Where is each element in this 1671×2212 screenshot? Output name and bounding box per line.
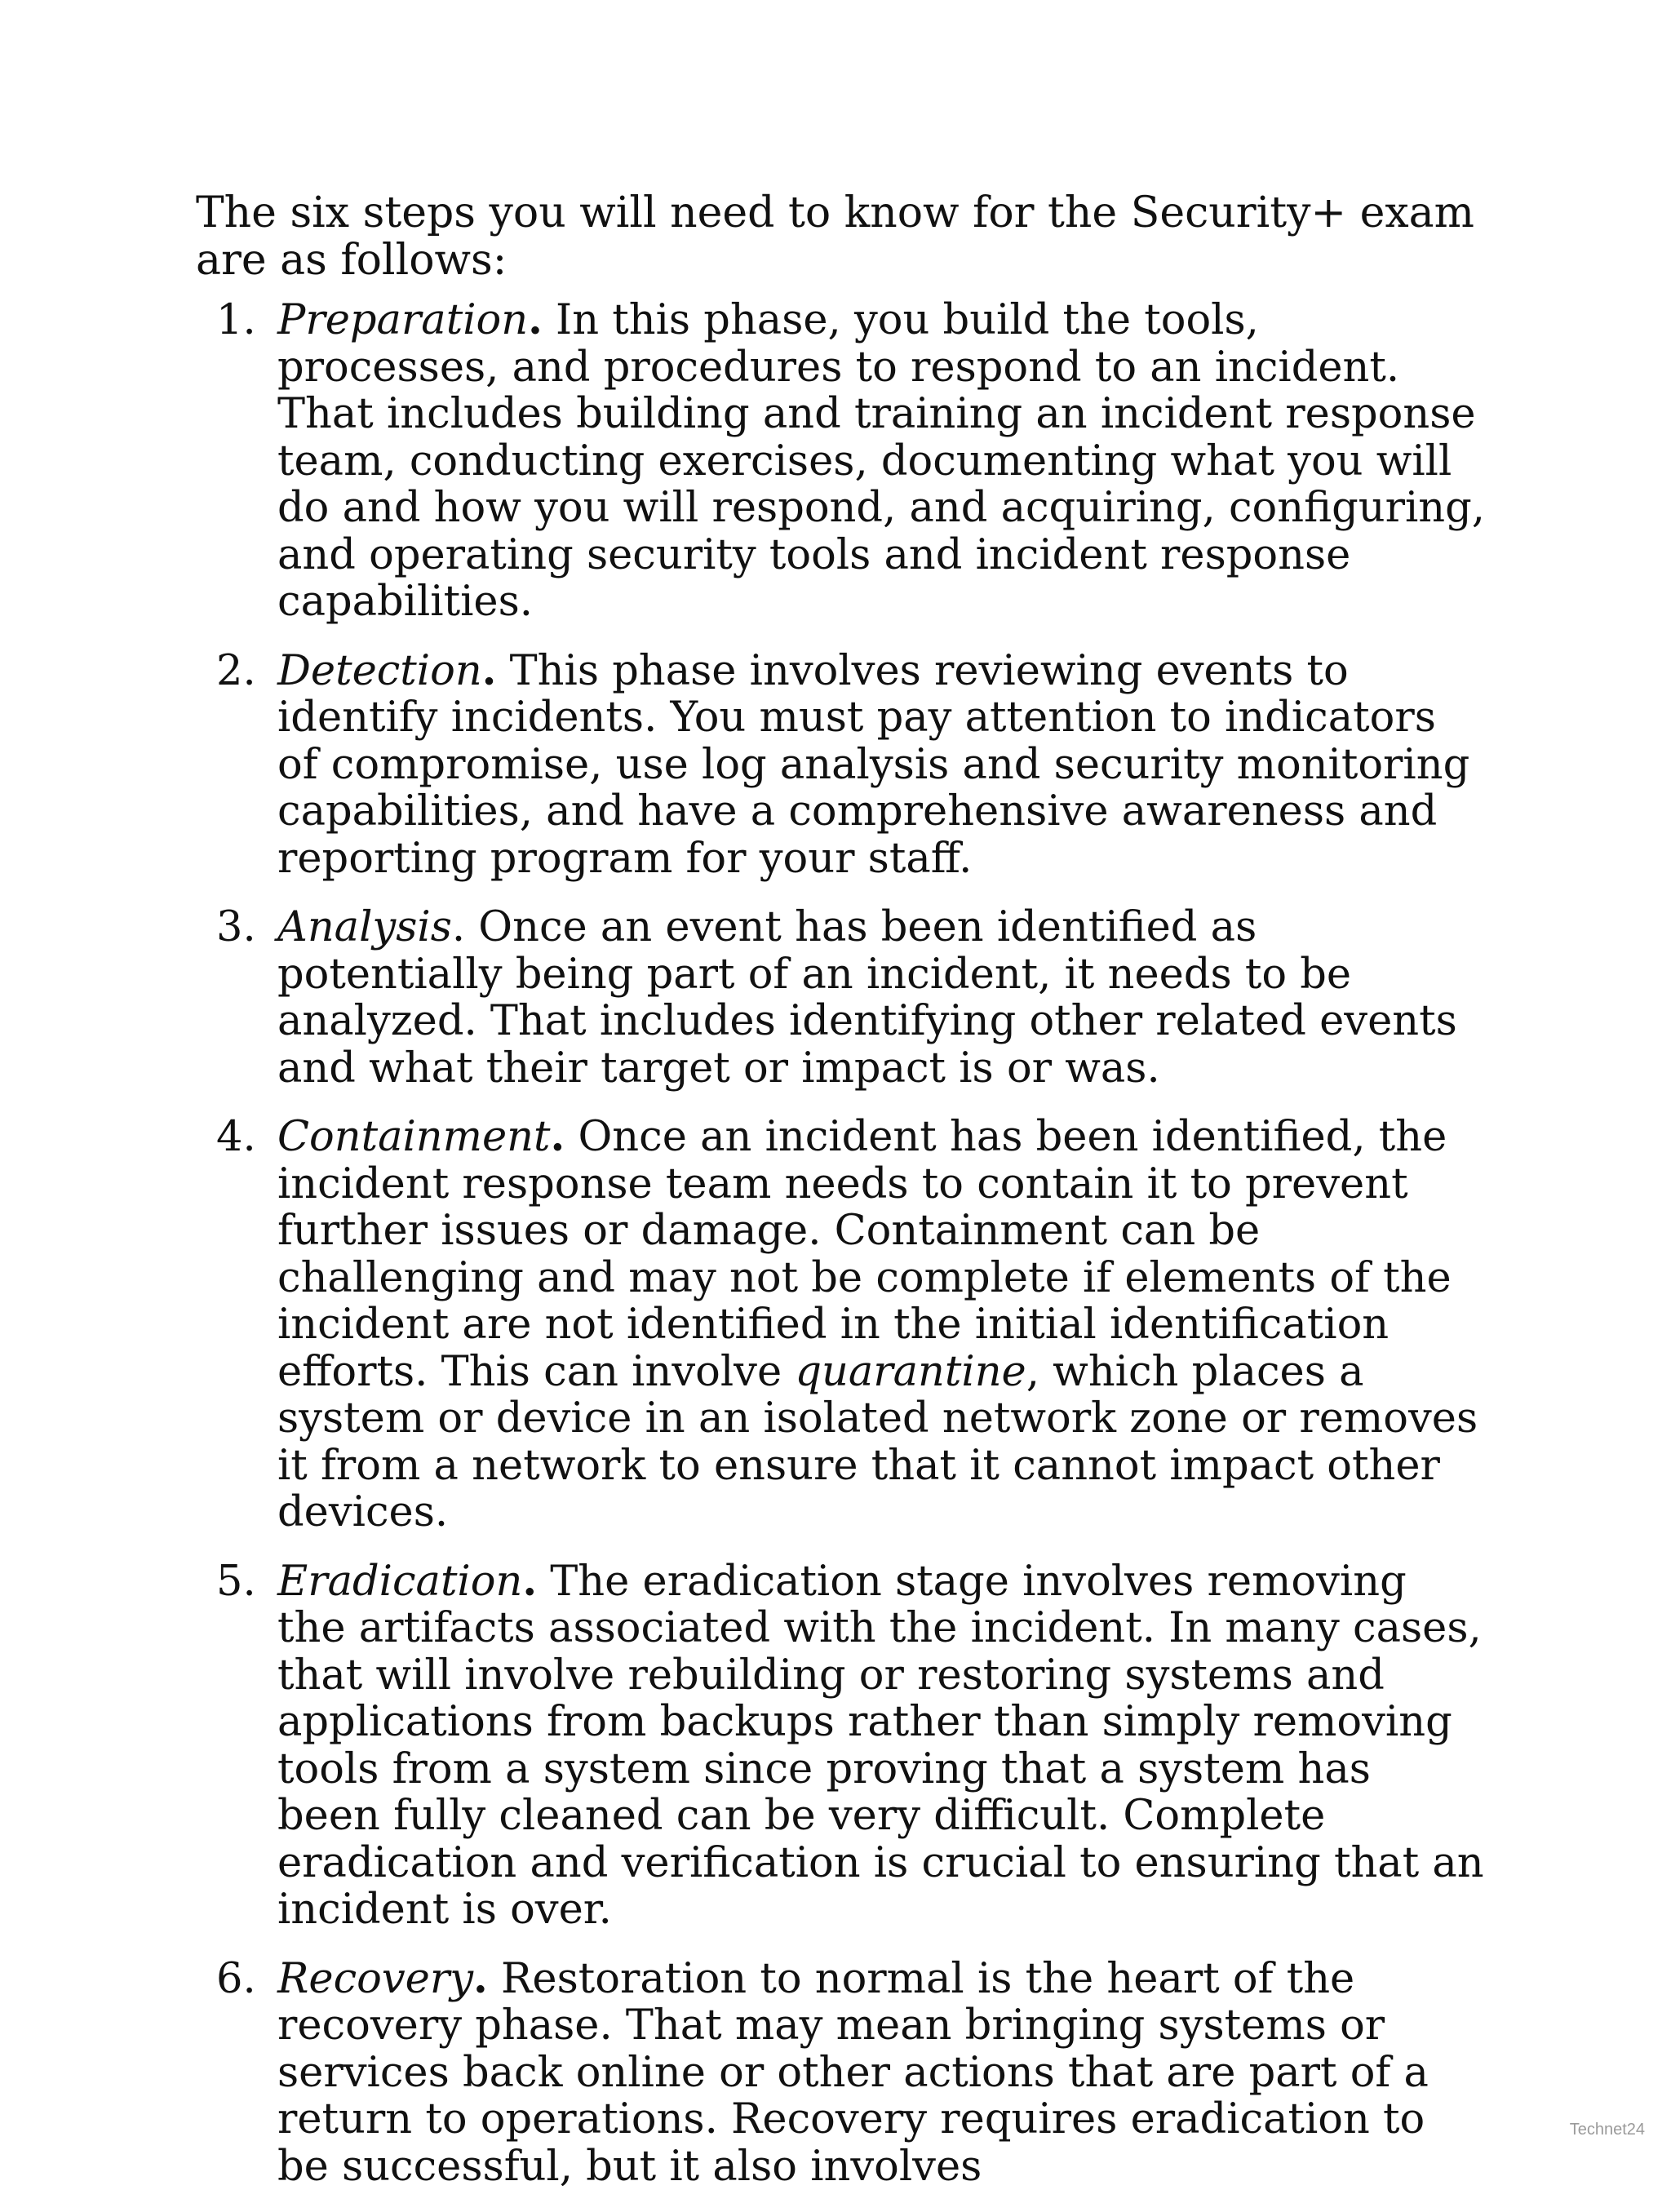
list-number: 6. [216, 1954, 256, 2003]
step-description: In this phase, you build the tools, processes, and procedures to respond to an incident. That includes building and training an incident response team, conducting exercises, documenting what you will do and how you will respond, and acquiring, configuring, and operating security tools and incident response capabilities. [277, 296, 1485, 626]
watermark-label: Technet24 [1569, 2121, 1645, 2139]
list-number: 5. [216, 1557, 256, 1606]
step-term: Eradication [277, 1557, 523, 1606]
list-item-containment [196, 1114, 1485, 1536]
step-description-continued: , which places a system or device in an isolated network zone or removes it from a network to ensure that it cannot impact other devices. [277, 1347, 1478, 1536]
list-item-preparation [196, 297, 1485, 626]
step-description: This phase involves reviewing events to identify incidents. You must pay attention to indicators of compromise, use log analysis and security monitoring capabilities, and have a comprehensive awareness and reporting program for your staff. [277, 646, 1470, 883]
list-number: 2. [216, 646, 256, 695]
step-term-period: . [473, 1953, 488, 2003]
list-item-eradication [196, 1558, 1485, 1934]
step-term-period: . [451, 903, 466, 951]
step-term: Recovery [277, 1954, 474, 2003]
step-term-period: . [522, 1556, 538, 1606]
emphasis-quarantine: quarantine [795, 1347, 1026, 1396]
list-number: 3. [216, 903, 256, 951]
step-term-period: . [528, 295, 543, 344]
step-description: Once an incident has been identified, the incident response team needs to contain it to prevent further issues or damage. Containment can be challenging and may not be complete if elements of the incident are not identified in the initial identification efforts. This can involve [277, 1113, 1452, 1396]
list-item-recovery [196, 1953, 1485, 2191]
step-description: Once an event has been identified as potentially being part of an incident, it needs to be analyzed. That includes identifying other related events and what their target or impact is or was. [277, 903, 1457, 1093]
list-item-detection [196, 645, 1485, 883]
step-term: Containment [277, 1113, 551, 1161]
intro-paragraph: The six steps you will need to know for the Security+ exam are as follows: [196, 188, 1474, 285]
step-term: Analysis [277, 903, 452, 951]
step-description: The eradication stage involves removing the artifacts associated with the incident. In many cases, that will involve rebuilding or restoring systems and applications from backups rather than simply removing tools from a system since proving that a system has been fully cleaned can be very difficult. Complete eradication and verification is crucial to ensuring that an incident is over. [277, 1557, 1484, 1934]
step-term: Preparation [277, 296, 529, 344]
step-term: Detection [277, 646, 482, 695]
step-description: Restoration to normal is the heart of the recovery phase. That may mean bringing systems or services back online or other actions that are part of a return to operations. Recovery requires eradication to be successful, but it also involves [277, 1954, 1429, 2191]
list-number: 1. [216, 296, 256, 344]
document-page [196, 189, 1485, 2212]
step-term-period: . [550, 1112, 565, 1161]
incident-response-steps-list [196, 297, 1485, 2190]
list-item-analysis [196, 904, 1485, 1092]
list-number: 4. [216, 1113, 256, 1161]
step-term-period: . [481, 645, 497, 695]
